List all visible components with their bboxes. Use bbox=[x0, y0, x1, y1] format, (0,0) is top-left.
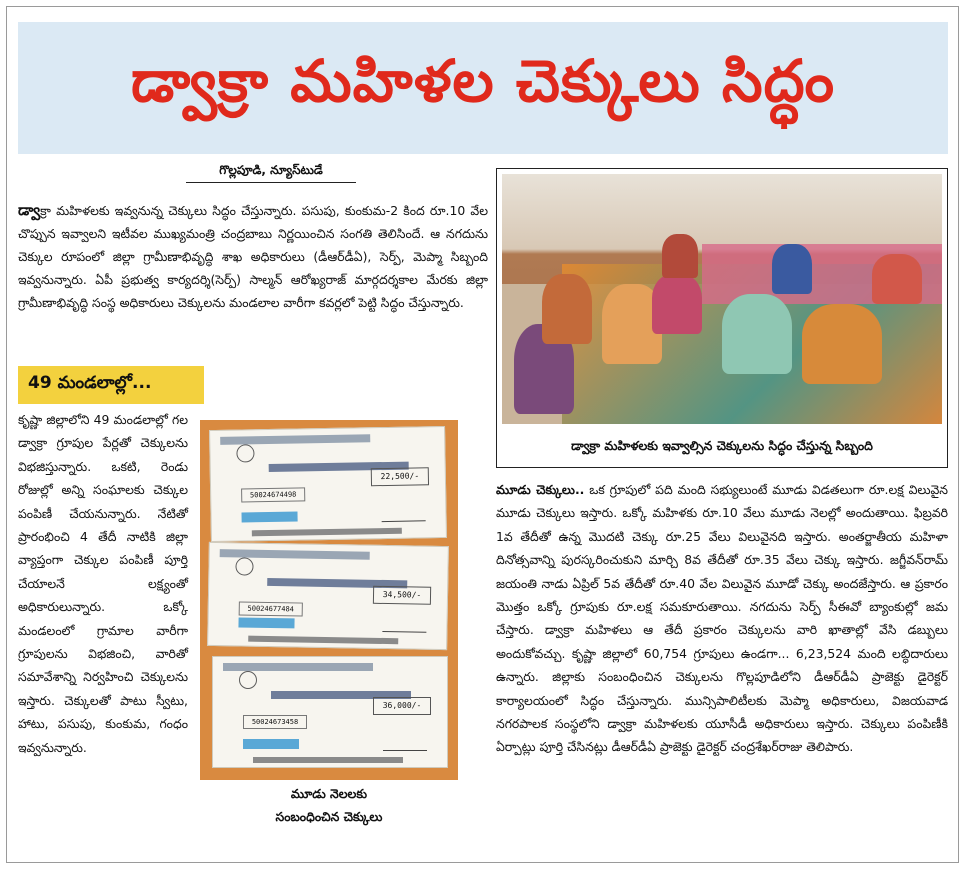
headline-banner bbox=[18, 22, 948, 154]
cheques-photo bbox=[200, 420, 458, 780]
paragraph-intro-lead: డ్వా bbox=[18, 201, 41, 219]
cheque-amount: 34,500/- bbox=[373, 586, 431, 605]
cheque-image bbox=[212, 656, 448, 768]
paragraph-three-cheques bbox=[496, 478, 948, 759]
paragraph-mandals: కృష్ణా జిల్లాలోని 49 మండలాల్లో గల డ్వాక్రా గ్రూపుల పేర్లతో చెక్కులను విభజిస్తున్నారు. ఒకటి, రెండు రోజుల్లో అన్ని సంఘాలకు చెక్కుల పంపిణీ చేయనున్నారు. నేటితో ప్రారంభించి 4 తేదీ నాటికి జిల్లా వ్యాప్తంగా చెక్కుల పంపిణీ పూర్తి చేయాలనే లక్ష్యంతో అధికారులున్నారు. ఒక్కో మండలంలో గ్రామాల వారీగా గ్రూపులను విభజించి, వారితో సమావేశాన్ని నిర్వహించి చెక్కులను ఇస్తారు. చెక్కులతో పాటు స్వీటు, హాటు, పసుపు, కుంకుమ, గంధం ఇవ్వనున్నారు. bbox=[18, 412, 188, 755]
caption-line: సంబంధించిన చెక్కులు bbox=[275, 809, 383, 824]
subheading-49-mandals: 49 మండలాల్లో... bbox=[18, 366, 204, 404]
cheque-account: 50024674498 bbox=[241, 487, 305, 502]
paragraph-intro bbox=[18, 199, 488, 314]
cheques-photo-caption bbox=[200, 782, 458, 828]
caption-line: మూడు నెలలకు bbox=[290, 786, 368, 801]
dateline: గొల్లపూడి, న్యూస్‌టుడే bbox=[186, 163, 356, 183]
cheque-account: 50024673458 bbox=[243, 715, 307, 729]
cheque-amount: 22,500/- bbox=[371, 467, 429, 486]
staff-photo bbox=[502, 174, 942, 424]
cheque-account: 50024677484 bbox=[239, 601, 303, 616]
cheque-image bbox=[209, 426, 447, 542]
staff-photo-caption: డ్వాక్రా మహిళలకు ఇవ్వాల్సిన చెక్కులను సిద్ధం చేస్తున్న సిబ్బంది bbox=[571, 438, 873, 453]
staff-photo-box bbox=[496, 168, 948, 468]
paragraph-three-text: ఒక గ్రూపులో పది మంది సభ్యులుంటే మూడు విడతలుగా రూ.లక్ష విలువైన మూడు చెక్కులు ఇస్తారు. ఒక్కో మహిళకు రూ.10 వేలు మూడు నెలల్లో అందుతాయి. ఫిబ్రవరి 1వ తేదీతో ఉన్న మొదటి చెక్కు రూ.25 వేలు విలువైనది ఇస్తారు. అంతర్జాతీయ మహిళా దినోత్సవాన్ని పురస్కరించుకుని మార్చి 8వ తేదీతో రూ.35 వేలు చెక్కు ఇస్తారు. జగ్జీవన్‌రామ్ జయంతి నాడు ఏప్రిల్ 5వ తేదీతో రూ.40 వేల విలువైన మూడో చెక్కు అందజేస్తారు. ఆ ప్రకారం మొత్తం ఒక్కో గ్రూపుకు రూ.లక్ష సమకూరుతాయి. నగదును సెర్ప్ సీఈవో బ్యాంకుల్లో జమ చేస్తారు. డ్వాక్రా మహిళలు ఆ తేదీ ప్రకారం చెక్కులను వారి ఖాతాల్లో వేసి డబ్బులు అందుకోవచ్చు. కృష్ణా జిల్లాలో 60,754 గ్రూపులు ఉండగా... 6,23,524 మంది లబ్ధిదారులు ఉన్నారు. జిల్లాకు సంబంధించిన చెక్కులను గొల్లపూడిలోని డీఆర్‌డీఏ ప్రాజెక్టు డైరెక్టర్ కార్యాలయంలో సిద్ధం చేస్తున్నారు. మున్సిపాలిటీలకు మెప్మా అధికారులు, విజయవాడ నగరపాలక సంస్థలోని డ్వాక్రా మహిళలకు యూసీడీ అధికారులు ఇస్తారు. చెక్కులు పంపిణీకి ఏర్పాట్లు పూర్తి చేసినట్లు డీఆర్‌డీఏ ప్రాజెక్టు డైరెక్టర్ చంద్రశేఖర్‌రాజు తెలిపారు. bbox=[496, 482, 948, 755]
cheque-amount: 36,000/- bbox=[373, 697, 431, 715]
paragraph-intro-text: క్రా మహిళలకు ఇవ్వనున్న చెక్కులు సిద్ధం చేస్తున్నారు. పసుపు, కుంకుమ-2 కింద రూ.10 వేల చొప్పున ఇవ్వాలని ఇటీవల ముఖ్యమంత్రి చంద్రబాబు నిర్ణయించిన సంగతి తెలిసిందే. ఆ నగదును చెక్కుల రూపంలో జిల్లా గ్రామీణాభివృద్ధి శాఖ అధికారులు (డీఆర్‌డీఏ), సెర్ప్, మెప్మా సిబ్బంది ఇవ్వనున్నారు. ఏపీ ప్రభుత్వ కార్యదర్శి(సెర్ప్) సాల్మన్ ఆరోఖ్యరాజ్ మార్గదర్శకాల మేరకు జిల్లా గ్రామీణాభివృద్ధి సంస్థ అధికారులు చెక్కులను మండలాల వారీగా కవర్లలో పెట్టి సిద్ధం చేస్తున్నారు. bbox=[18, 203, 488, 310]
headline: డ్వాక్రా మహిళల చెక్కులు సిద్ధం bbox=[131, 46, 835, 115]
paragraph-three-lead: మూడు చెక్కులు.. bbox=[496, 482, 585, 497]
cheque-image bbox=[207, 542, 449, 650]
